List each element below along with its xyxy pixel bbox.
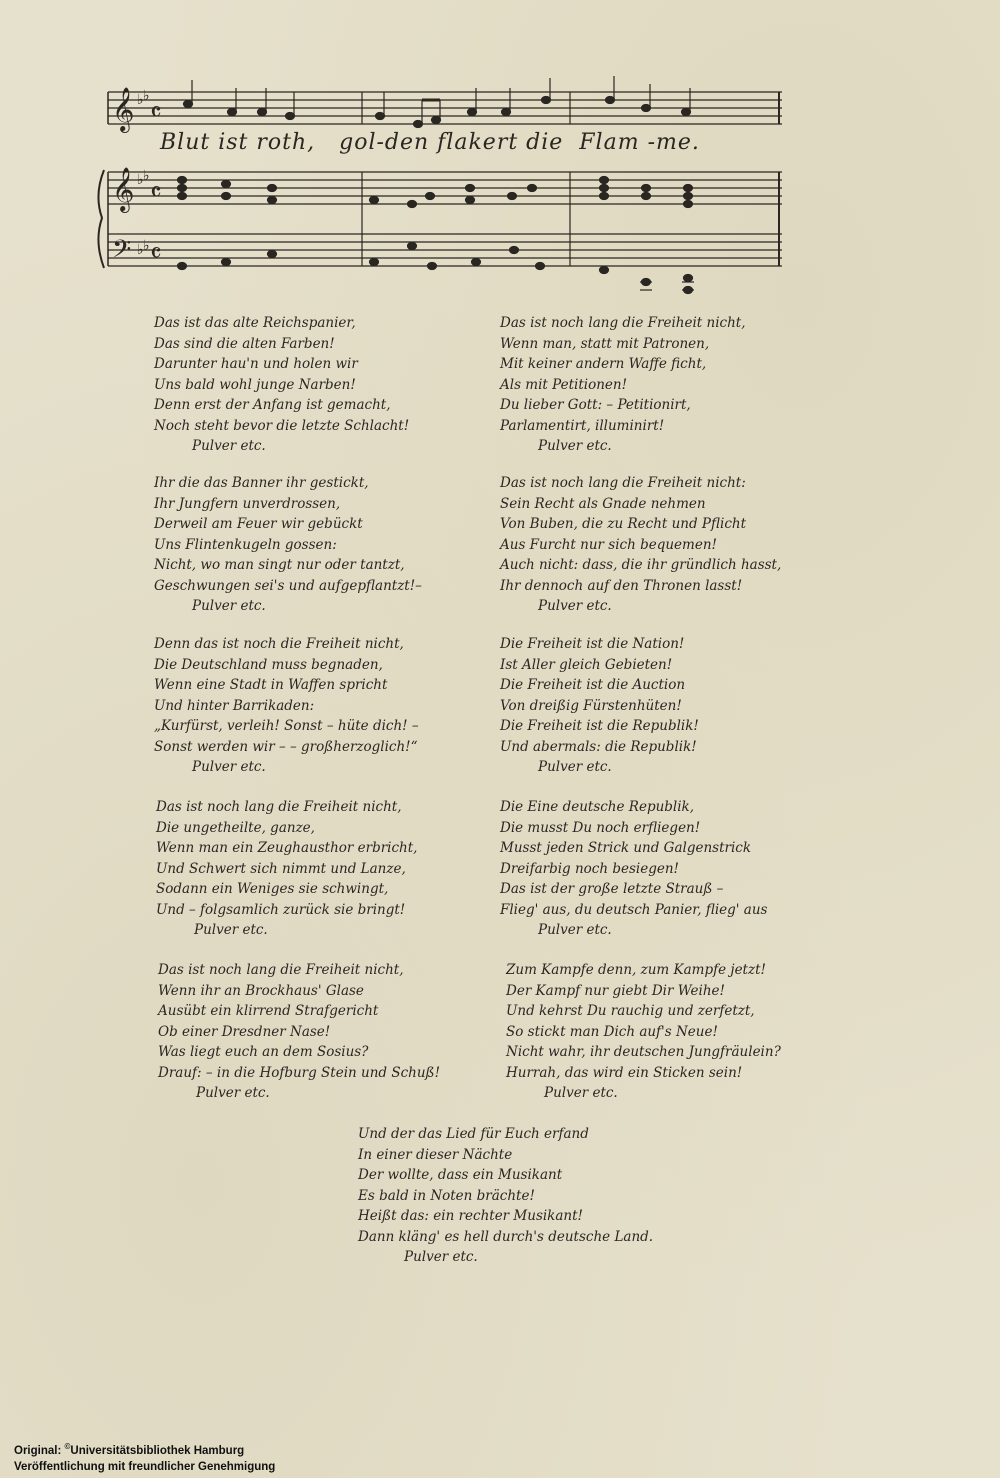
verse-left-2: Ihr die das Banner ihr gestickt, Ihr Jungfern unverdrossen, Derweil am Feuer wir gebückt Uns Flintenkugeln gossen: Nicht, wo man singt nur oder tantzt, Geschwungen sei's und aufgepflantzt!– Pulver etc. (154, 473, 494, 617)
svg-text:♭: ♭ (143, 88, 150, 104)
refrain: Pulver etc. (538, 922, 612, 938)
refrain: Pulver etc. (196, 1085, 270, 1101)
refrain: Pulver etc. (538, 598, 612, 614)
verse-final: Und der das Lied für Euch erfand In einer dieser Nächte Der wollte, dass ein Musikant Es bald in Noten brächte! Heißt das: ein rechter Musikant! Dann kläng' es hell durch's deutsche Land. Pulver etc. (358, 1124, 718, 1268)
verse-left-3: Denn das ist noch die Freiheit nicht, Die Deutschland muss begnaden, Wenn eine Stadt in Waffen spricht Und hinter Barrikaden: „Kurfürst, verleih! Sonst – hüte dich! – Sonst werden wir – – großherzoglich!“ Pulver etc. (154, 634, 494, 778)
refrain: Pulver etc. (192, 598, 266, 614)
verse-right-4: Die Eine deutsche Republik, Die musst Du noch erfliegen! Musst jeden Strick und Galgenstrick Dreifarbig noch besiegen! Das ist der große letzte Strauß – Flieg' aus, du deutsch Panier, flieg' aus Pulver etc. (500, 797, 840, 941)
svg-text:♭: ♭ (143, 238, 150, 254)
piano-treble-staff (108, 172, 782, 204)
notes (178, 76, 693, 294)
treble-clef-icon: 𝄞 (112, 87, 135, 131)
refrain: Pulver etc. (192, 759, 266, 775)
refrain: Pulver etc. (544, 1085, 618, 1101)
verse-right-1: Das ist noch lang die Freiheit nicht, Wenn man, statt mit Patronen, Mit keiner andern Waffe ficht, Als mit Petitionen! Du lieber Gott: – Petitionirt, Parlamentirt, illuminirt! Pulver etc. (500, 313, 840, 457)
refrain: Pulver etc. (194, 922, 268, 938)
verse-right-2: Das ist noch lang die Freiheit nicht: Sein Recht als Gnade nehmen Von Buben, die zu Recht und Pflicht Aus Furcht nur sich bequemen! Auch nicht: dass, die ihr gründlich hasst, Ihr dennoch auf den Thronen lasst! Pulver etc. (500, 473, 840, 617)
music-score (0, 0, 1000, 310)
svg-text:♭: ♭ (143, 168, 150, 184)
copyright-symbol: © (64, 1442, 71, 1451)
bass-clef-icon: 𝄢 (112, 235, 132, 270)
refrain: Pulver etc. (538, 438, 612, 454)
piano-bass-staff (108, 234, 782, 266)
svg-text:𝄴: 𝄴 (150, 239, 162, 269)
verse-left-1: Das ist das alte Reichspanier, Das sind die alten Farben! Darunter hau'n und holen wir Uns bald wohl junge Narben! Denn erst der Anfang ist gemacht, Noch steht bevor die letzte Schlacht! Pulver etc. (154, 313, 494, 457)
verse-right-3: Die Freiheit ist die Nation! Ist Aller gleich Gebieten! Die Freiheit ist die Auction Von dreißig Fürstenhüten! Die Freiheit ist die Republik! Und abermals: die Republik! Pulver etc. (500, 634, 840, 778)
refrain: Pulver etc. (404, 1249, 478, 1265)
refrain: Pulver etc. (192, 438, 266, 454)
flat-sign-icon: ♭ (137, 92, 144, 108)
svg-text:𝄞: 𝄞 (112, 167, 135, 211)
verse-right-5: Zum Kampfe denn, zum Kampfe jetzt! Der Kampf nur giebt Dir Weihe! Und kehrst Du rauchig und zerfetzt, So stickt man Dich auf's Neue! Nicht wahr, ihr deutschen Jungfräulein? Hurrah, das wird ein Sticken sein! Pulver etc. (506, 960, 846, 1104)
voice-staff (108, 92, 782, 124)
verse-left-5: Das ist noch lang die Freiheit nicht, Wenn ihr an Brockhaus' Glase Ausübt ein klirrend Strafgericht Ob einer Dresdner Nase! Was liegt euch an dem Sosius? Drauf: – in die Hofburg Stein und Schuß! Pulver etc. (158, 960, 498, 1104)
refrain: Pulver etc. (538, 759, 612, 775)
common-time-icon: 𝄴 (150, 98, 162, 128)
svg-text:♭: ♭ (137, 242, 144, 258)
verse-left-4: Das ist noch lang die Freiheit nicht, Die ungetheilte, ganze, Wenn man ein Zeughausthor erbricht, Und Schwert sich nimmt und Lanze, Sodann ein Weniges sie schwingt, Und – folgsamlich zurück sie bringt! Pulver etc. (156, 797, 496, 941)
copyright-credit: Original: ©Universitätsbibliothek Hamburg Veröffentlichung mit freundlicher Genehmigung (14, 1442, 276, 1473)
svg-text:𝄴: 𝄴 (150, 178, 162, 208)
svg-text:♭: ♭ (137, 172, 144, 188)
score-lyric: Blut ist roth, gol-den flakert die Flam -me. (160, 130, 700, 155)
